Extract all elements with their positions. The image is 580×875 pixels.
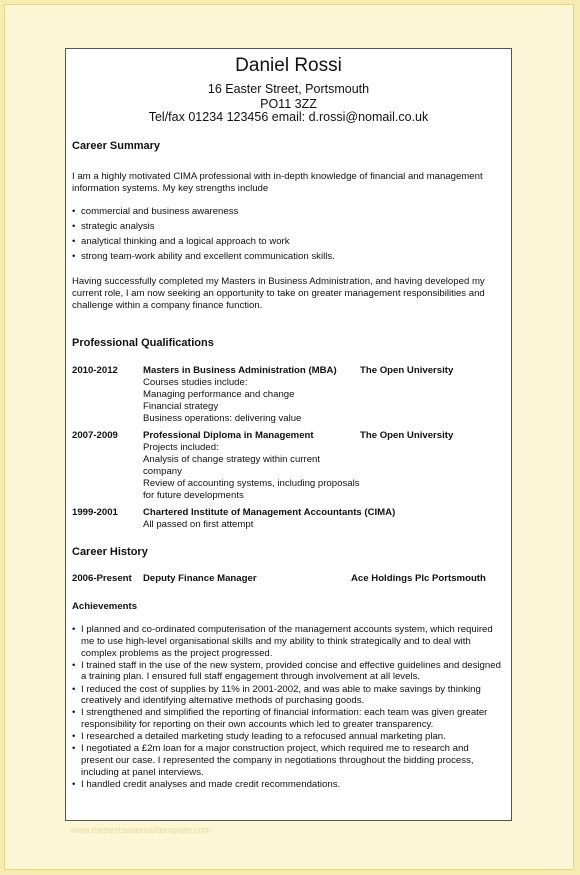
detail-line: Courses studies include: bbox=[143, 377, 248, 388]
list-item: • I trained staff in the use of the new system, provided concise and effective guidelines and designed a training plan. I ensured full staff engagement through involvement at all levels. bbox=[72, 660, 502, 684]
history-role: Deputy Finance Manager bbox=[143, 573, 257, 584]
detail-line: Review of accounting systems, including proposals bbox=[143, 478, 360, 489]
career-summary-heading: Career Summary bbox=[72, 140, 161, 152]
list-item: • strong team-work ability and excellent communication skills. bbox=[72, 249, 508, 264]
qualification-title: Professional Diploma in Management bbox=[143, 430, 314, 441]
qualifications-heading: Professional Qualifications bbox=[72, 337, 214, 349]
detail-line: for future developments bbox=[143, 490, 244, 501]
detail-line: Managing performance and change bbox=[143, 389, 295, 400]
list-item: • I planned and co-ordinated computerisation of the management accounts system, which required me to use high-level organisational skills and my ability to think strategically and to deal with complex problems as the project progressed. bbox=[72, 624, 502, 659]
history-employer: Ace Holdings Plc Portsmouth bbox=[351, 573, 486, 584]
achievements-heading: Achievements bbox=[72, 601, 138, 612]
list-item: • I researched a detailed marketing study leading to a refocused annual marketing plan. bbox=[72, 731, 502, 743]
list-item: • analytical thinking and a logical approach to work bbox=[72, 234, 508, 249]
achievements-list bbox=[72, 624, 502, 791]
qualification-years: 2010-2012 bbox=[72, 365, 118, 376]
qualification-years: 2007-2009 bbox=[72, 430, 118, 441]
candidate-name: Daniel Rossi bbox=[235, 55, 342, 76]
qualification-title: Masters in Business Administration (MBA) bbox=[143, 365, 337, 376]
qualification-years: 1999-2001 bbox=[72, 507, 118, 518]
qualification-details bbox=[143, 377, 373, 425]
history-years: 2006-Present bbox=[72, 573, 132, 584]
detail-line: company bbox=[143, 466, 182, 477]
qualification-details bbox=[143, 442, 383, 502]
detail-line: Business operations: delivering value bbox=[143, 413, 302, 424]
contact-line: Tel/fax 01234 123456 email: d.rossi@nomail.co.uk bbox=[148, 110, 429, 124]
detail-line: Analysis of change strategy within current bbox=[143, 454, 321, 465]
list-item: • strategic analysis bbox=[72, 219, 508, 234]
address-line-1: 16 Easter Street, Portsmouth bbox=[207, 82, 370, 96]
list-item: • I strengthened and simplified the reporting of financial information: each team was given greater responsibility for reporting on their own accounts which led to greater transparency. bbox=[72, 707, 502, 731]
detail-line: Financial strategy bbox=[143, 401, 219, 412]
address-line-2: PO11 3ZZ bbox=[260, 97, 317, 111]
list-item: • I reduced the cost of supplies by 11% in 2001-2002, and was able to make savings by thinking creatively and identifying alternative methods of purchasing goods. bbox=[72, 684, 502, 708]
resume-page bbox=[65, 48, 512, 821]
qualification-title: Chartered Institute of Management Accountants (CIMA) bbox=[143, 507, 396, 518]
list-item: • I handled credit analyses and made credit recommendations. bbox=[72, 779, 502, 791]
detail-line: All passed on first attempt bbox=[143, 519, 254, 530]
career-history-heading: Career History bbox=[72, 546, 148, 558]
list-item: • I negotiated a £2m loan for a major construction project, which required me to research and present our case. I represented the company in negotiations throughout the bidding process, including at panel interviews. bbox=[72, 743, 502, 778]
qualification-details bbox=[143, 519, 253, 531]
qualification-institution: The Open University bbox=[360, 365, 454, 376]
qualification-institution: The Open University bbox=[360, 430, 454, 441]
watermark: www.thebestseoemailtemplate.com bbox=[70, 825, 212, 835]
strengths-list bbox=[72, 204, 508, 264]
detail-line: Projects included: bbox=[143, 442, 219, 453]
list-item: • commercial and business awareness bbox=[72, 204, 508, 219]
career-summary-closing: Having successfully completed my Masters in Business Administration, and having developed my current role, I am now seeking an opportunity to take on greater management responsibilities and challenge within a company finance function. bbox=[72, 276, 485, 311]
career-summary-intro: I am a highly motivated CIMA professional with in-depth knowledge of financial and management information systems. My key strengths include bbox=[72, 171, 483, 194]
